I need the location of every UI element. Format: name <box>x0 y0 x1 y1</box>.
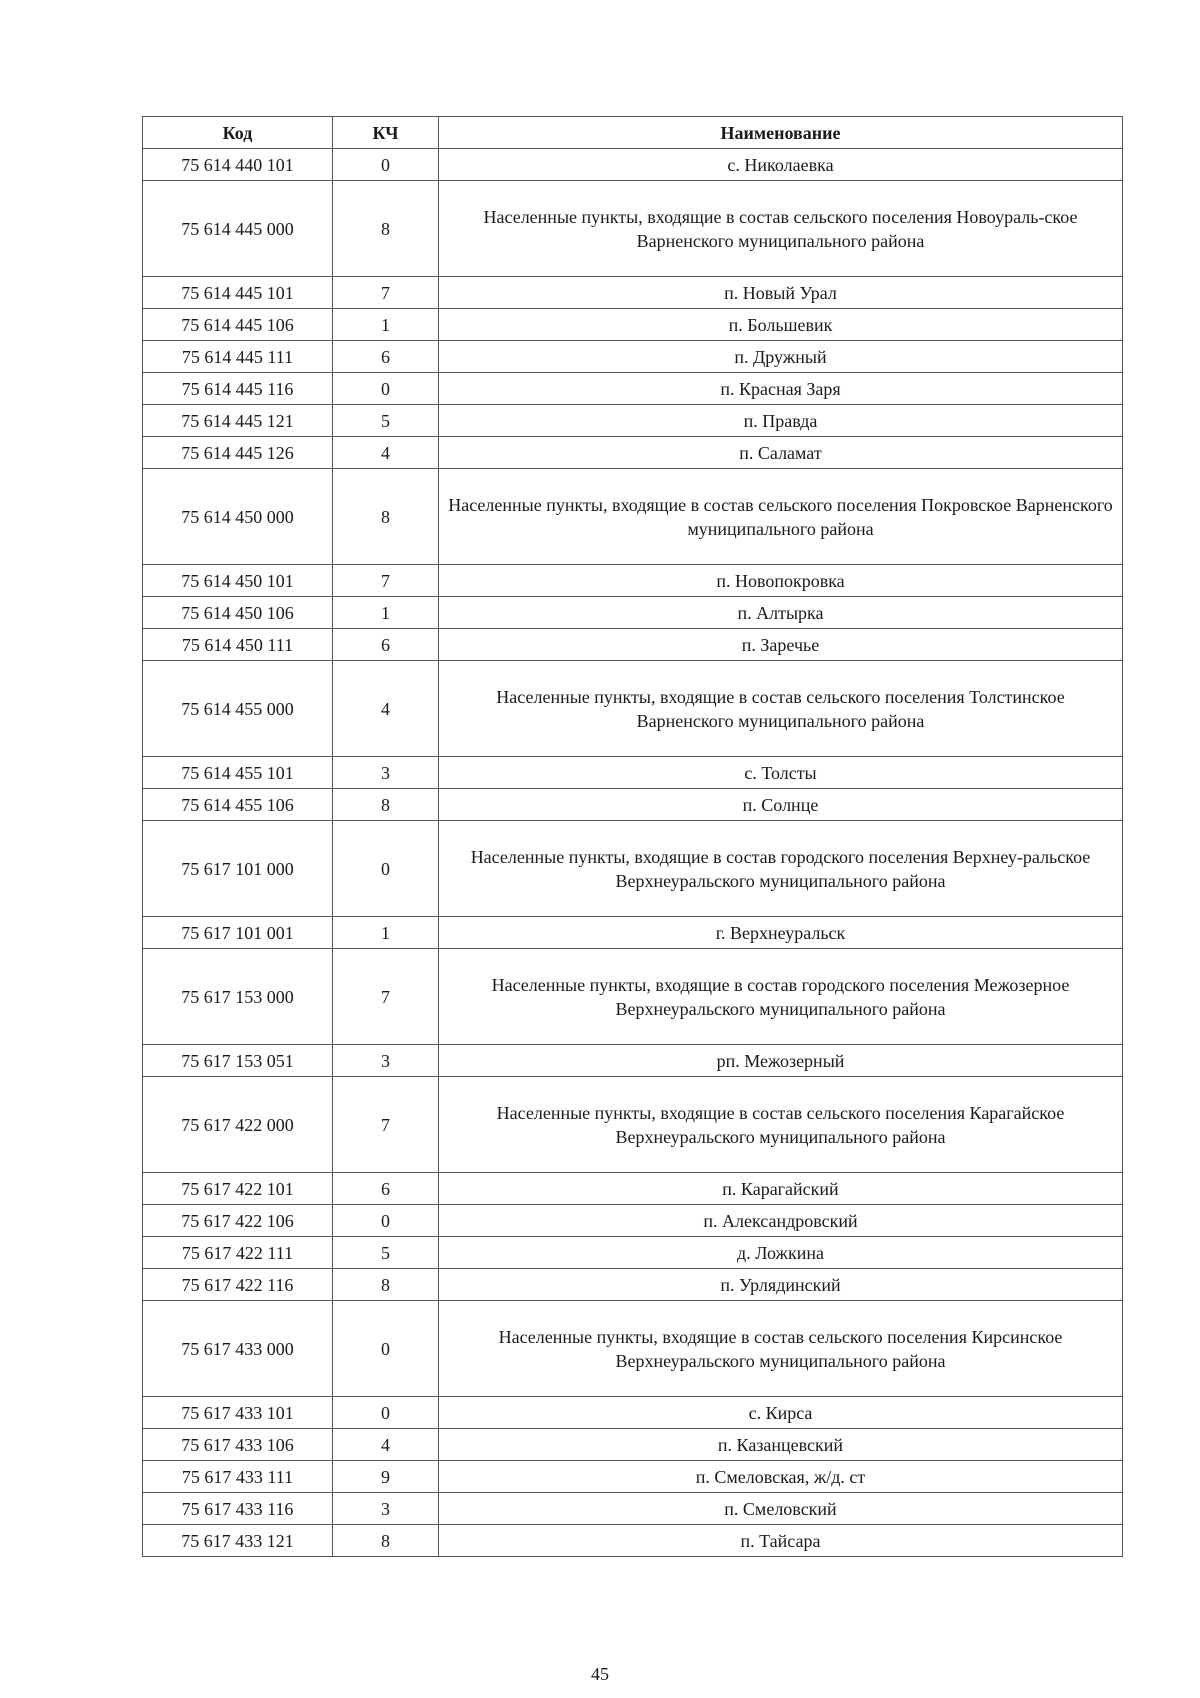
cell-code: 75 614 445 121 <box>143 405 333 437</box>
table-row <box>143 789 1123 821</box>
cell-name: п. Заречье <box>439 629 1123 661</box>
cell-code: 75 617 422 106 <box>143 1205 333 1237</box>
table-row <box>143 629 1123 661</box>
table-row <box>143 1429 1123 1461</box>
settlements-table <box>142 116 1123 1557</box>
cell-code: 75 614 455 000 <box>143 661 333 757</box>
cell-kch: 7 <box>333 277 439 309</box>
table-row-group <box>143 821 1123 917</box>
cell-name: Населенные пункты, входящие в состав сельского поселения Кирсинское Верхнеуральского муниципального района <box>439 1301 1123 1397</box>
cell-kch: 1 <box>333 309 439 341</box>
cell-kch: 3 <box>333 757 439 789</box>
cell-kch: 6 <box>333 629 439 661</box>
header-name: Наименование <box>439 117 1123 149</box>
table-row-group <box>143 1301 1123 1397</box>
table-row-group <box>143 661 1123 757</box>
cell-name: п. Урлядинский <box>439 1269 1123 1301</box>
table-header-row <box>143 117 1123 149</box>
cell-kch: 4 <box>333 661 439 757</box>
cell-kch: 7 <box>333 565 439 597</box>
cell-code: 75 614 445 111 <box>143 341 333 373</box>
table-row <box>143 1397 1123 1429</box>
cell-kch: 6 <box>333 1173 439 1205</box>
cell-name: с. Николаевка <box>439 149 1123 181</box>
table-row <box>143 1269 1123 1301</box>
cell-name: п. Казанцевский <box>439 1429 1123 1461</box>
cell-name: п. Солнце <box>439 789 1123 821</box>
table-row <box>143 1205 1123 1237</box>
cell-code: 75 617 101 000 <box>143 821 333 917</box>
cell-code: 75 617 433 116 <box>143 1493 333 1525</box>
table-row <box>143 437 1123 469</box>
table-row <box>143 1525 1123 1557</box>
cell-code: 75 617 433 101 <box>143 1397 333 1429</box>
header-kch: КЧ <box>333 117 439 149</box>
table-row-group <box>143 1077 1123 1173</box>
cell-code: 75 614 445 000 <box>143 181 333 277</box>
cell-kch: 8 <box>333 789 439 821</box>
cell-name: п. Смеловская, ж/д. ст <box>439 1461 1123 1493</box>
cell-kch: 7 <box>333 949 439 1045</box>
table-row <box>143 1045 1123 1077</box>
table-row <box>143 1173 1123 1205</box>
table-row <box>143 405 1123 437</box>
cell-code: 75 614 440 101 <box>143 149 333 181</box>
cell-kch: 4 <box>333 1429 439 1461</box>
cell-name: п. Красная Заря <box>439 373 1123 405</box>
cell-code: 75 617 101 001 <box>143 917 333 949</box>
cell-code: 75 614 455 101 <box>143 757 333 789</box>
cell-code: 75 614 450 000 <box>143 469 333 565</box>
cell-kch: 0 <box>333 149 439 181</box>
cell-name: п. Саламат <box>439 437 1123 469</box>
table-row <box>143 373 1123 405</box>
cell-code: 75 617 153 000 <box>143 949 333 1045</box>
table-body <box>143 149 1123 1557</box>
cell-kch: 1 <box>333 597 439 629</box>
cell-code: 75 614 445 101 <box>143 277 333 309</box>
table-row <box>143 277 1123 309</box>
cell-name: п. Новый Урал <box>439 277 1123 309</box>
table-row <box>143 149 1123 181</box>
table-row <box>143 1461 1123 1493</box>
cell-kch: 8 <box>333 469 439 565</box>
page-number: 45 <box>591 1664 609 1684</box>
cell-kch: 1 <box>333 917 439 949</box>
table-row <box>143 565 1123 597</box>
table-row-group <box>143 949 1123 1045</box>
cell-kch: 8 <box>333 1525 439 1557</box>
cell-name: п. Смеловский <box>439 1493 1123 1525</box>
cell-name: Населенные пункты, входящие в состав сельского поселения Толстинское Варненского муниципального района <box>439 661 1123 757</box>
cell-kch: 8 <box>333 181 439 277</box>
cell-name: п. Алтырка <box>439 597 1123 629</box>
table-row <box>143 597 1123 629</box>
table-row-group <box>143 469 1123 565</box>
table-row <box>143 1493 1123 1525</box>
cell-name: п. Александровский <box>439 1205 1123 1237</box>
table-row <box>143 757 1123 789</box>
cell-code: 75 617 433 106 <box>143 1429 333 1461</box>
cell-kch: 0 <box>333 1397 439 1429</box>
table-row-group <box>143 181 1123 277</box>
cell-code: 75 617 433 111 <box>143 1461 333 1493</box>
cell-kch: 3 <box>333 1493 439 1525</box>
cell-name: п. Дружный <box>439 341 1123 373</box>
cell-name: п. Большевик <box>439 309 1123 341</box>
cell-kch: 6 <box>333 341 439 373</box>
table-row <box>143 309 1123 341</box>
cell-name: п. Тайсара <box>439 1525 1123 1557</box>
table-row <box>143 341 1123 373</box>
table-row <box>143 917 1123 949</box>
cell-code: 75 614 445 126 <box>143 437 333 469</box>
table-row <box>143 1237 1123 1269</box>
cell-name: п. Правда <box>439 405 1123 437</box>
cell-kch: 4 <box>333 437 439 469</box>
cell-code: 75 617 433 121 <box>143 1525 333 1557</box>
cell-name: г. Верхнеуральск <box>439 917 1123 949</box>
cell-code: 75 617 153 051 <box>143 1045 333 1077</box>
cell-name: д. Ложкина <box>439 1237 1123 1269</box>
cell-name: Населенные пункты, входящие в состав городского поселения Межозерное Верхнеуральского муниципального района <box>439 949 1123 1045</box>
cell-code: 75 617 422 111 <box>143 1237 333 1269</box>
cell-name: рп. Межозерный <box>439 1045 1123 1077</box>
cell-code: 75 614 455 106 <box>143 789 333 821</box>
cell-kch: 0 <box>333 1301 439 1397</box>
cell-kch: 0 <box>333 1205 439 1237</box>
cell-code: 75 614 450 106 <box>143 597 333 629</box>
cell-name: п. Новопокровка <box>439 565 1123 597</box>
cell-kch: 7 <box>333 1077 439 1173</box>
header-code: Код <box>143 117 333 149</box>
cell-name: с. Толсты <box>439 757 1123 789</box>
cell-name: Населенные пункты, входящие в состав сельского поселения Покровское Варненского муниципального района <box>439 469 1123 565</box>
cell-code: 75 614 445 116 <box>143 373 333 405</box>
cell-code: 75 617 433 000 <box>143 1301 333 1397</box>
cell-kch: 0 <box>333 373 439 405</box>
cell-name: Населенные пункты, входящие в состав сельского поселения Новоураль-ское Варненского муниципального района <box>439 181 1123 277</box>
cell-name: Населенные пункты, входящие в состав сельского поселения Карагайское Верхнеуральского муниципального района <box>439 1077 1123 1173</box>
cell-kch: 8 <box>333 1269 439 1301</box>
cell-kch: 9 <box>333 1461 439 1493</box>
cell-kch: 0 <box>333 821 439 917</box>
cell-code: 75 614 450 111 <box>143 629 333 661</box>
cell-kch: 5 <box>333 1237 439 1269</box>
cell-code: 75 614 450 101 <box>143 565 333 597</box>
cell-kch: 5 <box>333 405 439 437</box>
cell-name: с. Кирса <box>439 1397 1123 1429</box>
cell-kch: 3 <box>333 1045 439 1077</box>
cell-code: 75 614 445 106 <box>143 309 333 341</box>
cell-name: п. Карагайский <box>439 1173 1123 1205</box>
cell-code: 75 617 422 116 <box>143 1269 333 1301</box>
cell-name: Населенные пункты, входящие в состав городского поселения Верхнеу-ральское Верхнеуральского муниципального района <box>439 821 1123 917</box>
cell-code: 75 617 422 000 <box>143 1077 333 1173</box>
cell-code: 75 617 422 101 <box>143 1173 333 1205</box>
